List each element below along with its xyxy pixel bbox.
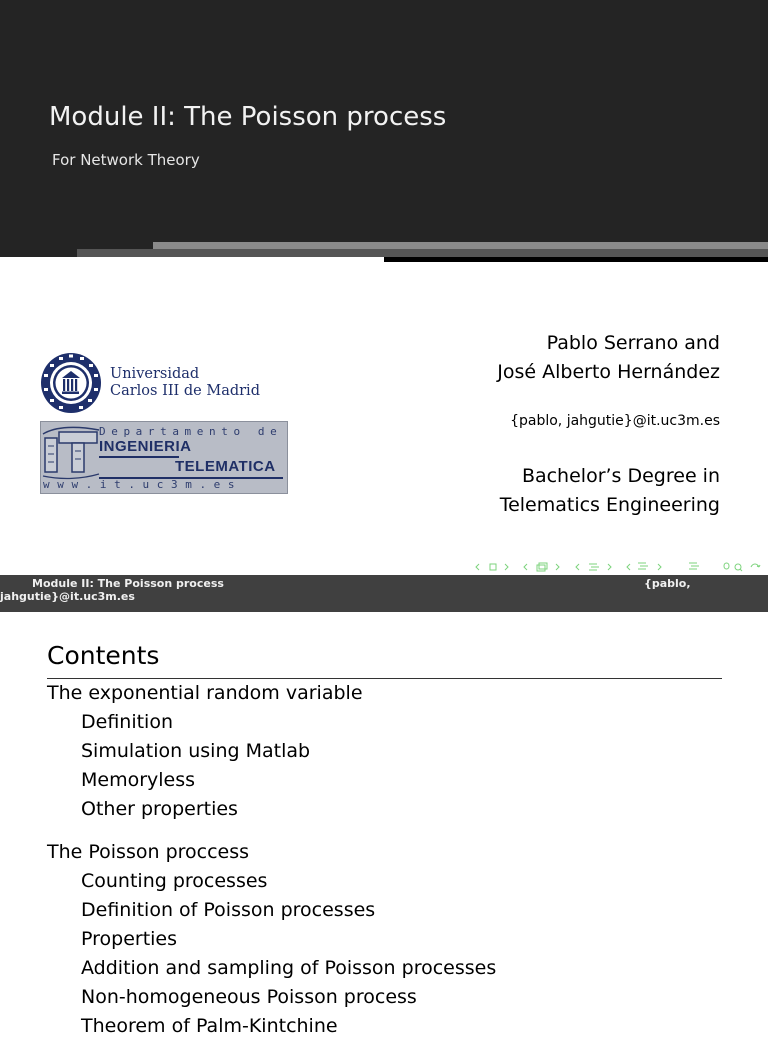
toc-section[interactable]: The exponential random variable [47,682,363,704]
nav-appendix-icon[interactable] [689,563,699,569]
university-name-line2: Carlos III de Madrid [110,383,260,399]
author-line-1: Pablo Serrano and [546,332,720,354]
toc-subsection[interactable]: Other properties [81,798,238,820]
department-name-2: TELEMATICA [175,458,276,475]
department-web: www.it.uc3m.es [43,478,243,491]
decorative-bar [153,242,768,249]
footer-title: Module II: The Poisson process [32,577,224,590]
university-seal-icon [40,352,102,414]
department-logo [40,421,288,494]
degree-line-1: Bachelor’s Degree in [521,465,720,487]
toc-subsection[interactable]: Non-homogeneous Poisson process [81,986,417,1008]
toc-subsection[interactable]: Addition and sampling of Poisson processes [81,957,497,979]
toc-subsection[interactable]: Properties [81,928,178,950]
table-of-contents [47,679,727,1041]
toc-subsection[interactable]: Theorem of Palm-Kintchine [81,1015,338,1037]
toc-subsection[interactable]: Definition [81,711,174,733]
toc-subsection[interactable]: Definition of Poisson processes [81,899,376,921]
it-logo-icon [42,424,100,486]
nav-frame-prev-next[interactable] [476,564,508,570]
contents-slide [0,612,768,1037]
authors [497,329,720,387]
degree-line-2: Telematics Engineering [499,494,720,516]
toc-subsection[interactable]: Memoryless [81,769,196,791]
university-logo [40,350,260,416]
toc-section[interactable]: The Poisson proccess [47,841,250,863]
toc-gap [47,824,727,838]
toc-subsection[interactable]: Counting processes [81,870,268,892]
nav-subsection-prev-next[interactable] [524,563,559,571]
nav-search-icon[interactable] [724,563,760,571]
beamer-navigation-bar [472,559,768,575]
author-line-2: José Alberto Hernández [497,361,720,383]
slide-footer [0,575,768,612]
presentation-subtitle: For Network Theory [52,151,200,169]
university-name-line1: Universidad [110,366,200,382]
author-email: {pablo, jahgutie}@it.uc3m.es [510,413,720,429]
toc-subsection[interactable]: Simulation using Matlab [81,740,311,762]
university-name [110,366,260,400]
department-rule [99,456,179,458]
footer-email-part1: {pablo, [644,577,691,590]
title-band [0,0,768,257]
decorative-bar [77,249,768,257]
degree [500,462,720,520]
nav-section-prev-next[interactable] [576,564,611,570]
nav-document-prev-next[interactable] [627,563,661,570]
department-name-1: INGENIERIA [99,438,192,455]
contents-heading: Contents [47,641,160,670]
footer-email-part2: jahgutie}@it.uc3m.es [0,590,135,603]
decorative-bar [384,257,768,262]
presentation-title: Module II: The Poisson process [49,102,447,132]
department-top-text: Departamento de [99,425,283,438]
